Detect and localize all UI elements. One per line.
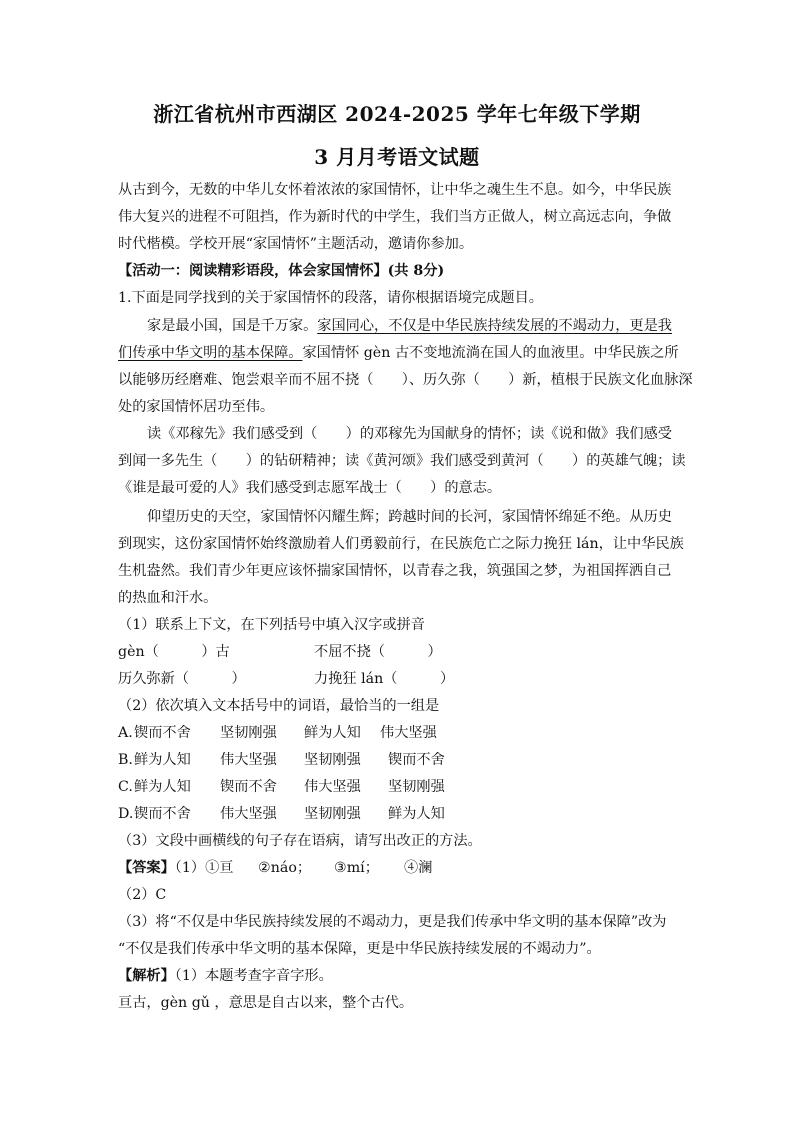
answer-line: 【答案】（1）①亘 ②náo； ③mí； ④澜 bbox=[118, 860, 433, 876]
option-b: B. 鲜为人知 伟大坚强 坚韧刚强 锲而不舍 bbox=[118, 752, 445, 768]
paragraph-1-line: 处的家国情怀居功至伟。 bbox=[118, 399, 275, 415]
paragraph-3-line: 仰望历史的天空，家国情怀闪耀生辉；跨越时间的长河，家国情怀绵延不绝。从历史 bbox=[147, 509, 672, 525]
answer-line: （3）将“不仅是中华民族持续发展的不竭动力，更是我们传承中华文明的基本保障”改为 bbox=[118, 914, 667, 930]
activity-heading: 【活动一：阅读精彩语段，体会家国情怀】(共 8分) bbox=[118, 263, 445, 279]
sub-question-2: （2）依次填入文本括号中的词语，最恰当的一组是 bbox=[118, 698, 440, 714]
paragraph-3-line: 到现实，这份家国情怀始终激励着人们勇毅前行，在民族危亡之际力挽狂 lán，让中华民族 bbox=[118, 536, 684, 552]
page-subtitle: 3 月月考语文试题 bbox=[314, 145, 480, 169]
underlined-sentence: 们传承中华文明的基本保障。 bbox=[118, 345, 303, 361]
fill-item: 历久弥新（ ） bbox=[118, 671, 246, 687]
intro-line: 伟大复兴的进程不可阻挡，作为新时代的中学生，我们当方正做人，树立高远志向，争做 bbox=[118, 209, 672, 225]
paragraph-2-line: 读《邓稼先》我们感受到（ ）的邓稼先为国献身的情怀；读《说和做》我们感受 bbox=[147, 426, 672, 442]
paragraph-3-line: 的热血和汗水。 bbox=[118, 590, 218, 606]
fill-item: 力挽狂 lán（ ） bbox=[314, 671, 455, 687]
answer-line: “不仅是我们传承中华文明的基本保障，更是中华民族持续发展的不竭动力”。 bbox=[118, 941, 601, 957]
question-1: 1.下面是同学找到的关于家国情怀的段落，请你根据语境完成题目。 bbox=[118, 290, 543, 306]
fill-item: 不屈不挠（ ） bbox=[314, 644, 442, 660]
answer-tag: 【答案】 bbox=[118, 860, 175, 876]
option-a: A. 锲而不舍 坚韧刚强 鲜为人知 伟大坚强 bbox=[118, 725, 437, 741]
underlined-sentence: 家国同心，不仅是中华民族持续发展的不竭动力，更是我 bbox=[317, 318, 672, 334]
page-title: 浙江省杭州市西湖区 2024-2025 学年七年级下学期 bbox=[153, 102, 641, 126]
answer-line: （2）C bbox=[118, 887, 167, 903]
intro-line: 时代楷模。学校开展“家国情怀”主题活动，邀请你参加。 bbox=[118, 236, 474, 252]
analysis-line: 【解析】（1）本题考查字音字形。 bbox=[118, 968, 333, 984]
sub-question-3: （3）文段中画横线的句子存在语病，请写出改正的方法。 bbox=[118, 833, 482, 849]
analysis-line: 亘古，gèn gǔ ，意思是自古以来，整个古代。 bbox=[118, 995, 414, 1011]
paragraph-2-line: 《谁是最可爱的人》我们感受到志愿军战士（ ）的意志。 bbox=[118, 480, 502, 496]
paragraph-3-line: 生机盎然。我们青少年更应该怀揣家国情怀，以青春之我，筑强国之梦，为祖国挥洒自己 bbox=[118, 563, 672, 579]
intro-line: 从古到今，无数的中华儿女怀着浓浓的家国情怀，让中华之魂生生不息。如今，中华民族 bbox=[118, 182, 672, 198]
option-d: D. 锲而不舍 伟大坚强 坚韧刚强 鲜为人知 bbox=[118, 806, 445, 822]
analysis-tag: 【解析】 bbox=[118, 968, 175, 984]
paragraph-1-line: 以能够历经磨难、饱尝艰辛而不屈不挠（ ）、历久弥（ ）新，植根于民族文化血脉深 bbox=[118, 372, 693, 388]
paragraph-1-line: 家是最小国，国是千万家。家国同心，不仅是中华民族持续发展的不竭动力，更是我 bbox=[147, 318, 672, 334]
paragraph-2-line: 到闻一多先生（ ）的钻研精神；读《黄河颂》我们感受到黄河（ ）的英雄气魄；读 bbox=[118, 453, 686, 469]
sub-question-1: （1）联系上下文，在下列括号中填入汉字或拼音 bbox=[118, 617, 425, 633]
paragraph-1-line: 们传承中华文明的基本保障。家国情怀 gèn 古不变地流淌在国人的血液里。中华民族之所 bbox=[118, 345, 679, 361]
fill-item: gèn（ ）古 bbox=[118, 644, 230, 660]
option-c: C. 鲜为人知 锲而不舍 伟大坚强 坚韧刚强 bbox=[118, 779, 445, 795]
